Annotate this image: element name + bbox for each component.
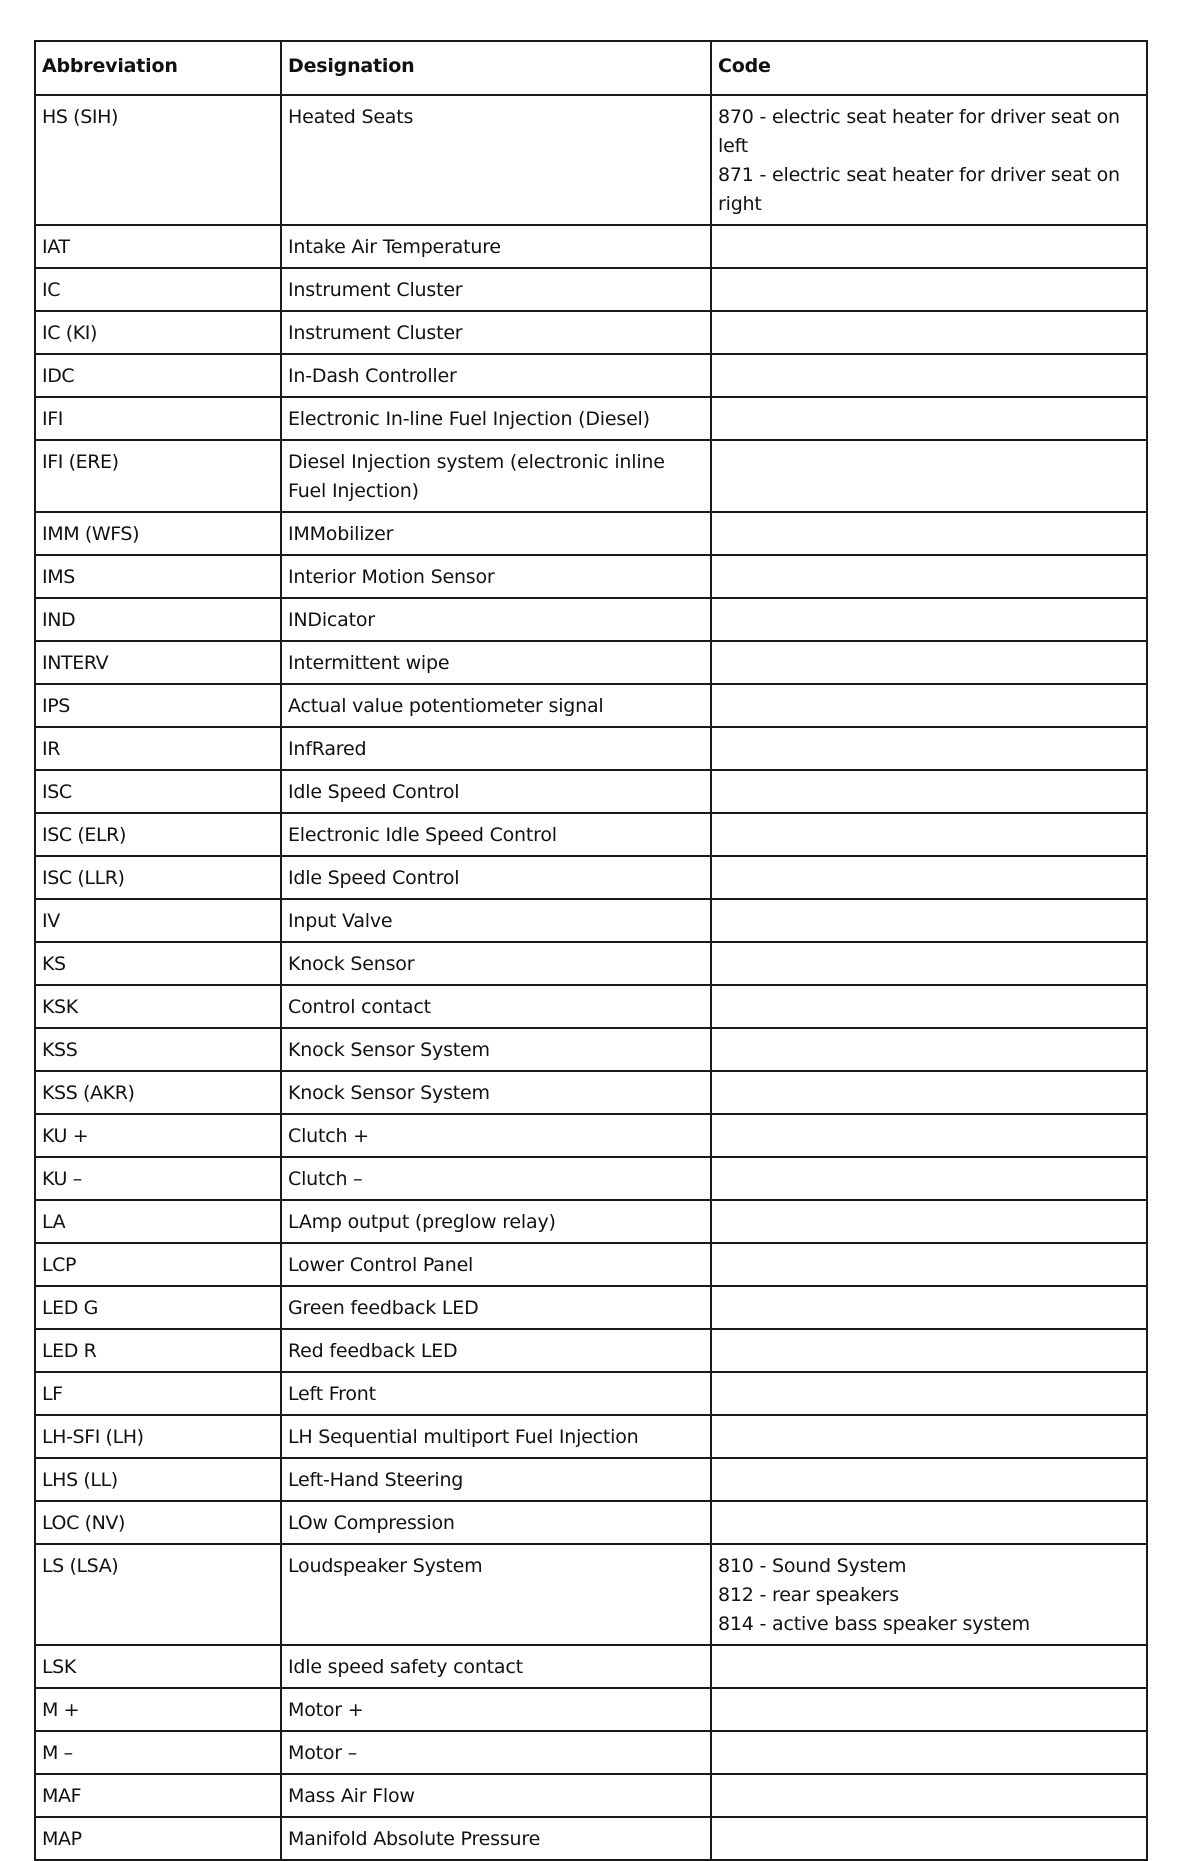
designation-cell: Idle Speed Control	[281, 770, 711, 813]
designation-cell: Clutch +	[281, 1114, 711, 1157]
abbreviation-cell: IDC	[35, 354, 281, 397]
table-row	[35, 813, 1147, 856]
code-cell	[711, 899, 1147, 942]
abbreviation-cell: M –	[35, 1731, 281, 1774]
abbreviation-cell: ISC (LLR)	[35, 856, 281, 899]
abbreviation-cell: LHS (LL)	[35, 1458, 281, 1501]
abbreviation-cell: KU –	[35, 1157, 281, 1200]
table-row	[35, 1817, 1147, 1860]
table-row	[35, 856, 1147, 899]
abbreviation-cell: LF	[35, 1372, 281, 1415]
designation-cell: Loudspeaker System	[281, 1544, 711, 1645]
table-row	[35, 1544, 1147, 1645]
abbreviation-cell: MAP	[35, 1817, 281, 1860]
abbreviation-table	[34, 40, 1148, 1861]
code-cell	[711, 1114, 1147, 1157]
table-row	[35, 512, 1147, 555]
table-row	[35, 1688, 1147, 1731]
abbreviation-cell: IC (KI)	[35, 311, 281, 354]
table-row	[35, 1157, 1147, 1200]
designation-cell: Heated Seats	[281, 95, 711, 225]
table-body	[35, 95, 1147, 1860]
designation-cell: Knock Sensor	[281, 942, 711, 985]
abbreviation-cell: KSS	[35, 1028, 281, 1071]
abbreviation-cell: IV	[35, 899, 281, 942]
abbreviation-cell: LA	[35, 1200, 281, 1243]
code-cell	[711, 1501, 1147, 1544]
designation-cell: Actual value potentiometer signal	[281, 684, 711, 727]
designation-cell: Knock Sensor System	[281, 1071, 711, 1114]
code-cell	[711, 856, 1147, 899]
header-row	[35, 41, 1147, 95]
code-cell	[711, 1688, 1147, 1731]
designation-cell: Input Valve	[281, 899, 711, 942]
designation-cell: Clutch –	[281, 1157, 711, 1200]
table-row	[35, 1774, 1147, 1817]
code-cell	[711, 512, 1147, 555]
table-row	[35, 684, 1147, 727]
designation-cell: Intermittent wipe	[281, 641, 711, 684]
designation-cell: Mass Air Flow	[281, 1774, 711, 1817]
table-row	[35, 1329, 1147, 1372]
code-cell	[711, 555, 1147, 598]
code-line: 871 - electric seat heater for driver seat on right	[718, 164, 1120, 215]
table-row	[35, 440, 1147, 512]
table-row	[35, 225, 1147, 268]
designation-cell: Control contact	[281, 985, 711, 1028]
code-cell	[711, 1157, 1147, 1200]
abbreviation-cell: LED G	[35, 1286, 281, 1329]
table-row	[35, 1200, 1147, 1243]
abbreviation-cell: IR	[35, 727, 281, 770]
table-row	[35, 1645, 1147, 1688]
table-row	[35, 770, 1147, 813]
abbreviation-sheet	[34, 40, 1146, 1861]
table-row	[35, 1028, 1147, 1071]
table-row	[35, 1114, 1147, 1157]
designation-cell: Diesel Injection system (electronic inline Fuel Injection)	[281, 440, 711, 512]
code-line: 812 - rear speakers	[718, 1584, 899, 1606]
designation-cell: Interior Motion Sensor	[281, 555, 711, 598]
table-row	[35, 354, 1147, 397]
header-designation: Designation	[281, 41, 711, 95]
designation-cell: Manifold Absolute Pressure	[281, 1817, 711, 1860]
designation-cell: Instrument Cluster	[281, 268, 711, 311]
code-cell	[711, 770, 1147, 813]
code-cell	[711, 1774, 1147, 1817]
abbreviation-cell: KSS (AKR)	[35, 1071, 281, 1114]
code-cell	[711, 813, 1147, 856]
code-cell	[711, 1200, 1147, 1243]
designation-cell: LAmp output (preglow relay)	[281, 1200, 711, 1243]
table-header	[35, 41, 1147, 95]
table-row	[35, 311, 1147, 354]
abbreviation-cell: IMM (WFS)	[35, 512, 281, 555]
code-cell	[711, 942, 1147, 985]
designation-cell: LH Sequential multiport Fuel Injection	[281, 1415, 711, 1458]
abbreviation-cell: LCP	[35, 1243, 281, 1286]
designation-cell: Motor +	[281, 1688, 711, 1731]
header-abbreviation: Abbreviation	[35, 41, 281, 95]
designation-cell: LOw Compression	[281, 1501, 711, 1544]
table-row	[35, 985, 1147, 1028]
code-cell	[711, 1243, 1147, 1286]
designation-cell: Idle Speed Control	[281, 856, 711, 899]
abbreviation-cell: LSK	[35, 1645, 281, 1688]
abbreviation-cell: M +	[35, 1688, 281, 1731]
table-row	[35, 598, 1147, 641]
abbreviation-cell: IND	[35, 598, 281, 641]
code-cell	[711, 397, 1147, 440]
abbreviation-cell: IPS	[35, 684, 281, 727]
designation-cell: Motor –	[281, 1731, 711, 1774]
abbreviation-cell: LS (LSA)	[35, 1544, 281, 1645]
code-line: 810 - Sound System	[718, 1555, 907, 1577]
abbreviation-cell: IAT	[35, 225, 281, 268]
code-cell	[711, 1731, 1147, 1774]
abbreviation-cell: HS (SIH)	[35, 95, 281, 225]
abbreviation-cell: KSK	[35, 985, 281, 1028]
designation-cell: Electronic Idle Speed Control	[281, 813, 711, 856]
code-cell	[711, 1286, 1147, 1329]
code-cell	[711, 1071, 1147, 1114]
code-cell	[711, 598, 1147, 641]
designation-cell: IMMobilizer	[281, 512, 711, 555]
abbreviation-cell: MAF	[35, 1774, 281, 1817]
abbreviation-cell: KS	[35, 942, 281, 985]
table-row	[35, 1415, 1147, 1458]
abbreviation-cell: LOC (NV)	[35, 1501, 281, 1544]
designation-cell: Lower Control Panel	[281, 1243, 711, 1286]
table-row	[35, 1372, 1147, 1415]
table-row	[35, 268, 1147, 311]
code-cell	[711, 95, 1147, 225]
designation-cell: Left-Hand Steering	[281, 1458, 711, 1501]
code-cell	[711, 641, 1147, 684]
code-cell	[711, 684, 1147, 727]
code-cell	[711, 1372, 1147, 1415]
abbreviation-cell: IMS	[35, 555, 281, 598]
designation-cell: Electronic In-line Fuel Injection (Diesel)	[281, 397, 711, 440]
code-cell	[711, 1329, 1147, 1372]
code-cell	[711, 1645, 1147, 1688]
table-row	[35, 899, 1147, 942]
abbreviation-cell: IFI	[35, 397, 281, 440]
code-cell	[711, 1415, 1147, 1458]
code-cell	[711, 354, 1147, 397]
designation-cell: Idle speed safety contact	[281, 1645, 711, 1688]
table-row	[35, 727, 1147, 770]
code-cell	[711, 225, 1147, 268]
abbreviation-cell: ISC (ELR)	[35, 813, 281, 856]
designation-cell: Red feedback LED	[281, 1329, 711, 1372]
code-cell	[711, 727, 1147, 770]
designation-cell: InfRared	[281, 727, 711, 770]
abbreviation-cell: KU +	[35, 1114, 281, 1157]
abbreviation-cell: IC	[35, 268, 281, 311]
code-line: 814 - active bass speaker system	[718, 1613, 1030, 1635]
header-code: Code	[711, 41, 1147, 95]
table-row	[35, 555, 1147, 598]
table-row	[35, 641, 1147, 684]
abbreviation-cell: IFI (ERE)	[35, 440, 281, 512]
code-line: 870 - electric seat heater for driver seat on left	[718, 106, 1120, 157]
code-cell	[711, 1544, 1147, 1645]
table-row	[35, 942, 1147, 985]
table-row	[35, 1731, 1147, 1774]
table-row	[35, 397, 1147, 440]
table-row	[35, 1458, 1147, 1501]
table-row	[35, 95, 1147, 225]
designation-cell: Green feedback LED	[281, 1286, 711, 1329]
code-cell	[711, 985, 1147, 1028]
designation-cell: Instrument Cluster	[281, 311, 711, 354]
code-cell	[711, 1028, 1147, 1071]
designation-cell: In-Dash Controller	[281, 354, 711, 397]
abbreviation-cell: INTERV	[35, 641, 281, 684]
abbreviation-cell: LED R	[35, 1329, 281, 1372]
code-cell	[711, 440, 1147, 512]
table-row	[35, 1243, 1147, 1286]
abbreviation-cell: ISC	[35, 770, 281, 813]
code-cell	[711, 311, 1147, 354]
abbreviation-cell: LH-SFI (LH)	[35, 1415, 281, 1458]
code-cell	[711, 1458, 1147, 1501]
designation-cell: Knock Sensor System	[281, 1028, 711, 1071]
table-row	[35, 1286, 1147, 1329]
code-cell	[711, 268, 1147, 311]
table-row	[35, 1071, 1147, 1114]
table-row	[35, 1501, 1147, 1544]
designation-cell: INDicator	[281, 598, 711, 641]
designation-cell: Left Front	[281, 1372, 711, 1415]
code-cell	[711, 1817, 1147, 1860]
designation-cell: Intake Air Temperature	[281, 225, 711, 268]
